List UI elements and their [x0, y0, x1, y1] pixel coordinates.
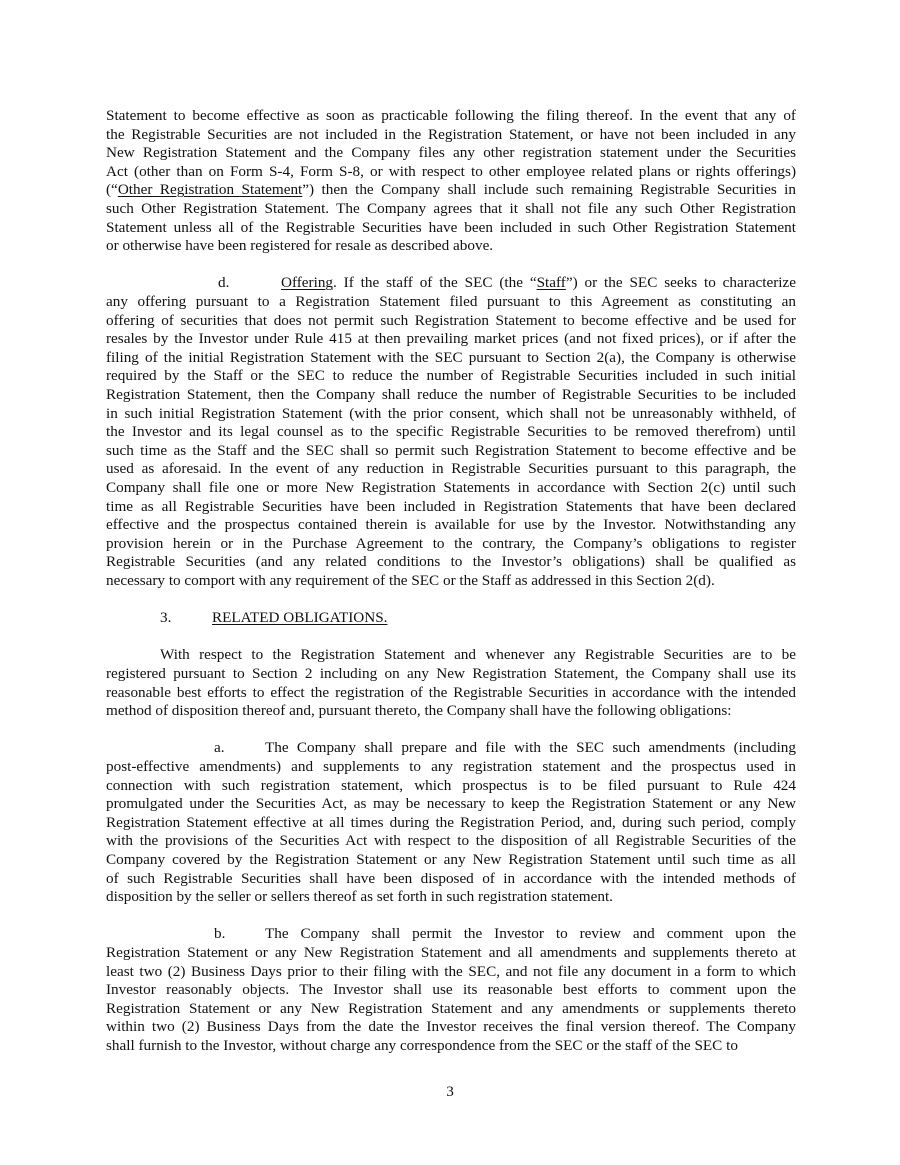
text-run: any offering pursuant to a Registration Statement filed pursuant to this Agreement as constituting an — [106, 293, 796, 310]
text-run: Investor reasonably objects. The Investor shall use its reasonable best efforts to comment upon the — [106, 981, 796, 999]
text-line — [106, 367, 796, 386]
section-label: a. — [214, 739, 225, 757]
text-run: of such Registrable Securities shall have been disposed of in accordance with the intended methods of — [106, 869, 796, 887]
text-line — [106, 665, 796, 684]
defined-term: RELATED OBLIGATIONS. — [212, 609, 388, 627]
text-run: With respect to the Registration Statement and whenever any Registrable Securities are to be — [160, 646, 796, 664]
text-run: Registration Statement, then the Company shall reduce the number of Registrable Securities to be included — [106, 386, 796, 403]
text-run: disposition by the seller or sellers thereof as set forth in such registration statement. — [106, 888, 613, 906]
text-run: least two (2) Business Days prior to their filing with the SEC, and not file any document in a form to which — [106, 962, 796, 980]
defined-term: Other Registration Statement — [117, 181, 303, 199]
text-run: Registrable Securities (and any related conditions to the Investor’s obligations) shall be qualified as — [106, 553, 796, 571]
text-run: Statement unless all of the Registrable Securities have been included in such Other Registration Statement — [106, 218, 796, 236]
text-run: the Investor and its legal counsel as to the specific Registrable Securities to be removed therefrom) until — [106, 423, 796, 441]
text-line — [106, 684, 796, 703]
text-run: Act (other than on Form S-4, Form S-8, or with respect to other employee related plans or rights offerings) — [106, 162, 796, 180]
text-line — [106, 349, 796, 368]
defined-term: Offering — [281, 274, 334, 292]
text-run: New Registration Statement and the Company files any other registration statement under the Securities — [106, 144, 796, 162]
text-run: The Company shall prepare and file with the SEC such amendments (including — [265, 739, 796, 757]
text-line — [106, 963, 796, 982]
text-line — [106, 832, 796, 851]
text-line — [106, 1037, 796, 1056]
text-run: reasonable best efforts to effect the registration of the Registrable Securities in accordance with the intended — [106, 683, 796, 701]
text-line — [106, 777, 796, 796]
text-run: Statement to become effective as soon as practicable following the filing thereof. In the event that any of — [106, 107, 796, 124]
text-line — [106, 126, 796, 145]
text-line — [106, 144, 796, 163]
text-run: in such initial Registration Statement (with the prior consent, which shall not be unreasonably withheld, of — [106, 404, 796, 422]
text-run: effective and the prospectus contained therein is available for use by the Investor. Notwithstanding any — [106, 516, 796, 534]
section-label: 3. — [160, 609, 172, 627]
text-run: filing of the initial Registration Statement with the SEC pursuant to Section 2(a), the Company is otherwise — [106, 348, 796, 366]
text-line — [160, 646, 796, 665]
section-label: b. — [214, 925, 226, 943]
text-run: such time as the Staff and the SEC shall so permit such Registration Statement to become effective and be — [106, 441, 796, 459]
text-run: (“ — [106, 181, 118, 199]
text-line — [212, 609, 796, 628]
text-run: ”) or the SEC seeks to characterize — [565, 274, 797, 292]
text-run: provision herein or in the Purchase Agreement to the contrary, the Company’s obligations to register — [106, 534, 796, 552]
text-line — [106, 702, 796, 721]
text-line — [106, 479, 796, 498]
text-run: necessary to comport with any requirement of the SEC or the Staff as addressed in this Section 2(d). — [106, 572, 715, 589]
text-run: offering of securities that does not permit such Registration Statement to become effective and be used for — [106, 311, 796, 329]
text-run: shall furnish to the Investor, without charge any correspondence from the SEC or the staff of the SEC to — [106, 1037, 738, 1054]
text-run: used as aforesaid. In the event of any reduction in Registrable Securities pursuant to this paragraph, the — [106, 460, 796, 478]
text-run: Company shall file one or more New Registration Statements in accordance with Section 2(c) until such — [106, 479, 796, 496]
text-line — [106, 386, 796, 405]
text-run: resales by the Investor under Rule 415 at then prevailing market prices (and not fixed prices), or if after the — [106, 330, 796, 348]
text-line — [106, 312, 796, 331]
text-run: post-effective amendments) and supplements to any registration statement and the prospectus used in — [106, 758, 796, 775]
text-line — [106, 442, 796, 461]
text-line — [106, 460, 796, 479]
text-run: ”) then the Company shall include such remaining Registrable Securities in — [302, 181, 796, 199]
text-run: connection with such registration statement, which prospectus is to be filed pursuant to Rule 424 — [106, 776, 796, 794]
text-line — [265, 925, 796, 944]
text-line — [106, 553, 796, 572]
text-run: promulgated under the Securities Act, as may be necessary to keep the Registration Statement or any New — [106, 795, 796, 813]
text-line — [106, 572, 796, 591]
text-run: required by the Staff or the SEC to reduce the number of Registrable Securities included in such initial — [106, 367, 796, 385]
section-label: d. — [218, 274, 230, 292]
text-line — [106, 163, 796, 182]
text-line — [106, 870, 796, 889]
text-run: The Company shall permit the Investor to review and comment upon the — [265, 925, 796, 943]
text-run: method of disposition thereof and, pursuant thereto, the Company shall have the following obligations: — [106, 702, 732, 720]
text-line — [106, 405, 796, 424]
text-run: such Other Registration Statement. The Company agrees that it shall not file any such Other Registration — [106, 200, 796, 217]
text-run: or otherwise have been registered for resale as described above. — [106, 237, 494, 255]
text-run: within two (2) Business Days from the date the Investor receives the final version thereof. The Company — [106, 1018, 796, 1036]
page-number: 3 — [446, 1083, 454, 1100]
text-line — [106, 535, 796, 554]
defined-term: Staff — [536, 274, 566, 292]
text-line — [106, 981, 796, 1000]
text-line — [106, 795, 796, 814]
text-run: the Registrable Securities are not included in the Registration Statement, or have not been included in any — [106, 125, 796, 143]
text-line — [106, 200, 796, 219]
text-line — [106, 1018, 796, 1037]
text-line — [106, 237, 796, 256]
text-run: . If the staff of the SEC (the “ — [333, 274, 537, 292]
text-line — [106, 293, 796, 312]
text-line — [106, 814, 796, 833]
text-line — [106, 758, 796, 777]
text-line — [106, 181, 796, 200]
text-line — [106, 330, 796, 349]
text-line — [265, 739, 796, 758]
text-run: Registration Statement or any New Registration Statement and any amendments or supplements thereto — [106, 999, 796, 1017]
text-run: time as all Registrable Securities have been included in Registration Statements that have been declared — [106, 497, 796, 515]
text-line — [106, 498, 796, 517]
text-run: Registration Statement effective at all times during the Registration Period, and, during such period, comply — [106, 813, 796, 831]
text-line — [106, 219, 796, 238]
text-run: Registration Statement or any New Registration Statement and all amendments and supplements thereto at — [106, 944, 796, 961]
text-run: registered pursuant to Section 2 including on any New Registration Statement, the Company shall use its — [106, 665, 796, 682]
text-line — [106, 944, 796, 963]
text-line — [281, 274, 796, 293]
text-line — [106, 107, 796, 126]
text-run: Company covered by the Registration Statement or any New Registration Statement until such time as all — [106, 851, 796, 868]
text-line — [106, 423, 796, 442]
text-line — [106, 851, 796, 870]
text-line — [106, 516, 796, 535]
text-run: with the provisions of the Securities Act with respect to the disposition of all Registrable Securities of the — [106, 832, 796, 850]
text-line — [106, 888, 796, 907]
text-line — [106, 1000, 796, 1019]
